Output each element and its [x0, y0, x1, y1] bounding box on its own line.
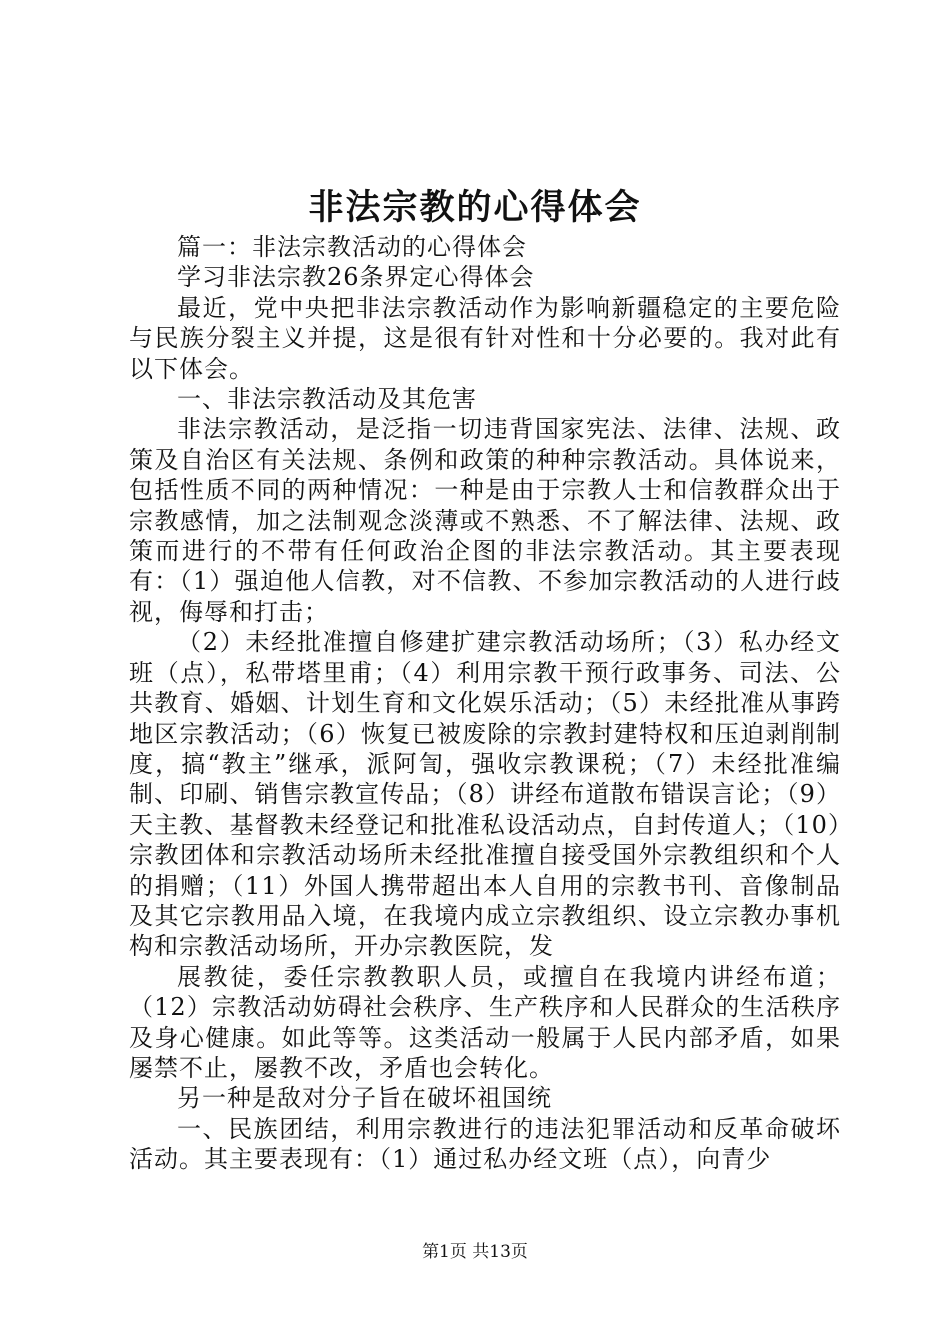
paragraph: 非法宗教活动，是泛指一切违背国家宪法、法律、法规、政策及自治区有关法规、条例和政策的种种宗教活动。具体说来，包括性质不同的两种情况：一种是由于宗教人士和信教群众出于宗教感情，加之法制观念淡薄或不熟悉、不了解法律、法规、政策而进行的不带有任何政治企图的非法宗教活动。其主要表现有：（1）强迫他人信教，对不信教、不参加宗教活动的人进行歧视，侮辱和打击；: [129, 415, 841, 626]
paragraph: 一、民族团结，利用宗教进行的违法犯罪活动和反革命破坏活动。其主要表现有：（1）通过私办经文班（点），向青少: [129, 1114, 841, 1174]
document-title: 非法宗教的心得体会: [308, 188, 642, 228]
document-body: [129, 232, 841, 1175]
paragraph: 学习非法宗教26条界定心得体会: [177, 263, 535, 292]
paragraph: 篇一：非法宗教活动的心得体会: [177, 233, 527, 261]
paragraph: 另一种是敌对分子旨在破坏祖国统: [177, 1084, 552, 1113]
page-number-footer: 第1页 共13页: [422, 1242, 528, 1262]
paragraph: （2）未经批准擅自修建扩建宗教活动场所；（3）私办经文班（点），私带塔里甫；（4）利用宗教干预行政事务、司法、公共教育、婚姻、计划生育和文化娱乐活动；（5）未经批准从事跨地区宗教活动；（6）恢复已被废除的宗教封建特权和压迫剥削制度，搞“教主”继承，派阿訇，强收宗教课税；（7）未经批准编制、印刷、销售宗教宣传品；（8）讲经布道散布错误言论；（9）天主教、基督教未经登记和批准私设活动点，自封传道人；（10）宗教团体和宗教活动场所未经批准擅自接受国外宗教组织和个人的捐赠；（11）外国人携带超出本人自用的宗教书刊、音像制品及其它宗教用品入境，在我境内成立宗教组织、设立宗教办事机构和宗教活动场所，开办宗教医院，发: [129, 628, 841, 961]
paragraph: 最近，党中央把非法宗教活动作为影响新疆稳定的主要危险与民族分裂主义并提，这是很有针对性和十分必要的。我对此有以下体会。: [129, 293, 841, 383]
paragraph: 一、非法宗教活动及其危害: [177, 385, 477, 414]
paragraph: 展教徒，委任宗教教职人员，或擅自在我境内讲经布道；（12）宗教活动妨碍社会秩序、生产秩序和人民群众的生活秩序及身心健康。如此等等。这类活动一般属于人民内部矛盾，如果屡禁不止，屡教不改，矛盾也会转化。: [129, 962, 841, 1082]
